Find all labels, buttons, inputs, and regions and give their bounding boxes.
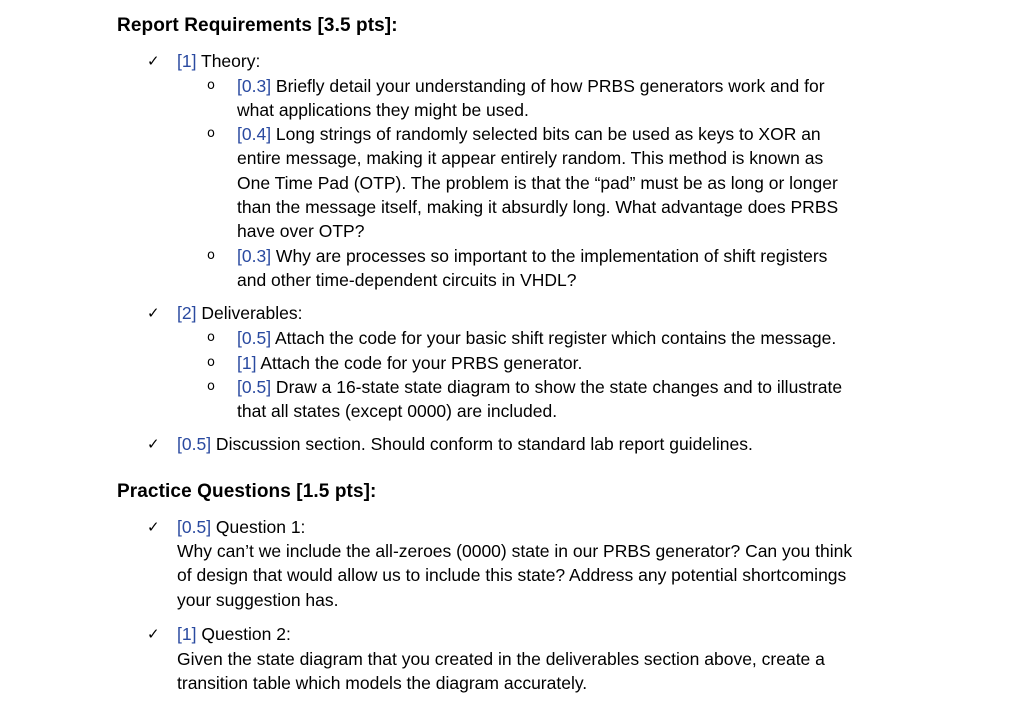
question-1-points: [0.5] [177, 517, 212, 537]
points-label: [0.5] [237, 377, 272, 397]
text-line: transition table which models the diagram accurately. [177, 673, 588, 694]
text-line: what applications they might be used. [237, 100, 529, 121]
discussion-label [177, 432, 753, 456]
theory-subitem-1-text [237, 74, 897, 123]
practice-questions-heading: Practice Questions [1.5 pts]: [117, 481, 377, 502]
theory-title: Theory: [196, 51, 261, 71]
text-line: have over OTP? [237, 221, 365, 242]
text-line: Given the state diagram that you created in the deliverables section above, create a [177, 649, 825, 669]
bullet-icon: o [207, 78, 215, 93]
text-line [237, 122, 897, 146]
text-line: entire message, making it appear entirely random. This method is known as [237, 148, 824, 169]
bullet-icon: o [207, 330, 215, 345]
points-label: [1] [237, 353, 257, 373]
deliverables-subitem-3-text [237, 375, 897, 424]
deliverables-subitem-1-text [237, 326, 897, 350]
text-span: Briefly detail your understanding of how PRBS generators work and for [271, 76, 825, 96]
question-2-body [177, 647, 825, 696]
points-label: [0.4] [237, 124, 272, 144]
deliverables-label [177, 301, 303, 325]
discussion-text: Discussion section. Should conform to standard lab report guidelines. [211, 434, 753, 454]
text-span: Draw a 16-state state diagram to show the state changes and to illustrate [271, 377, 843, 397]
theory-points: [1] [177, 51, 197, 71]
text-line [237, 375, 897, 399]
text-line [237, 74, 897, 98]
text-line [237, 326, 897, 350]
bullet-icon: o [207, 248, 215, 263]
discussion-points: [0.5] [177, 434, 212, 454]
text-line: Why can’t we include the all-zeroes (0000) state in our PRBS generator? Can you think [177, 541, 853, 561]
text-span: Why are processes so important to the implementation of shift registers [271, 246, 828, 266]
checkmark-icon: ✓ [147, 518, 160, 536]
bullet-icon: o [207, 355, 215, 370]
question-1-body [177, 539, 852, 612]
text-span: Long strings of randomly selected bits can be used as keys to XOR an [271, 124, 821, 144]
question-2-points: [1] [177, 624, 197, 644]
deliverables-subitem-2-text [237, 351, 897, 375]
report-requirements-heading: Report Requirements [3.5 pts]: [117, 15, 398, 36]
theory-subitem-2-text [237, 122, 897, 243]
checkmark-icon: ✓ [147, 625, 160, 643]
text-line [237, 351, 897, 375]
question-1-title: Question 1: [211, 517, 306, 537]
question-1-label [177, 515, 305, 539]
theory-subitem-3-text [237, 244, 897, 293]
deliverables-title: Deliverables: [196, 303, 303, 323]
points-label: [0.3] [237, 246, 272, 266]
deliverables-points: [2] [177, 303, 197, 323]
text-line: One Time Pad (OTP). The problem is that the “pad” must be as long or longer [237, 172, 838, 193]
points-label: [0.3] [237, 76, 272, 96]
checkmark-icon: ✓ [147, 304, 160, 322]
question-2-label [177, 622, 291, 646]
question-2-title: Question 2: [196, 624, 291, 644]
points-label: [0.5] [237, 328, 272, 348]
text-span: Attach the code for your basic shift register which contains the message. [271, 328, 837, 348]
text-line: and other time-dependent circuits in VHDL? [237, 270, 577, 291]
bullet-icon: o [207, 379, 215, 394]
text-line: your suggestion has. [177, 589, 339, 610]
checkmark-icon: ✓ [147, 52, 160, 70]
text-span: Attach the code for your PRBS generator. [256, 353, 583, 373]
text-line: that all states (except 0000) are included. [237, 401, 558, 422]
checkmark-icon: ✓ [147, 435, 160, 453]
text-line [237, 244, 897, 268]
theory-label [177, 49, 260, 73]
bullet-icon: o [207, 126, 215, 141]
text-line: than the message itself, making it absurdly long. What advantage does PRBS [237, 196, 839, 217]
text-line: of design that would allow us to include this state? Address any potential shortcomings [177, 565, 847, 586]
